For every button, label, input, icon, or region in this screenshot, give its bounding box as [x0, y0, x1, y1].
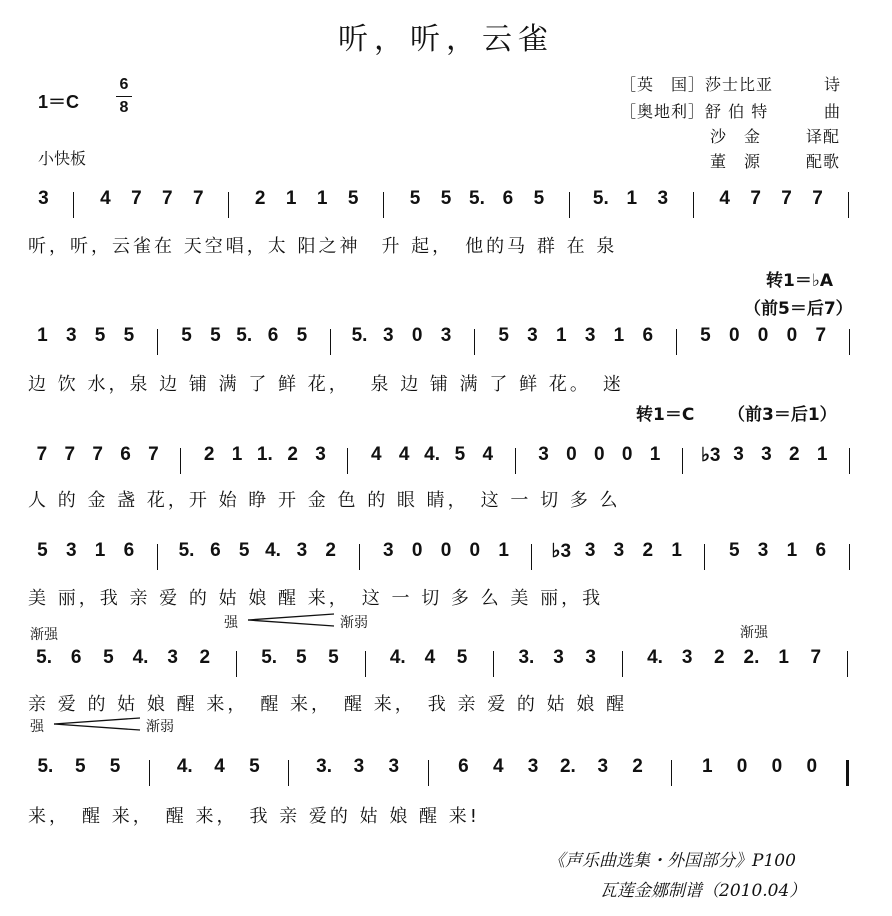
note: 4 — [214, 756, 225, 777]
note: 3 — [597, 756, 609, 777]
note: 5 — [440, 188, 452, 209]
dynamic-cresc-2: 渐强 — [740, 625, 768, 641]
note: 3 — [527, 756, 539, 777]
barline — [704, 544, 705, 570]
time-signature-bottom: 8 — [119, 99, 129, 116]
note: 3 — [296, 540, 308, 561]
note: 3. — [518, 647, 535, 668]
note: 2 — [287, 444, 298, 465]
credit-name: 沙 金 — [710, 127, 762, 146]
note: 3 — [584, 325, 596, 346]
source-citation: 《声乐曲选集・外国部分》P100 — [548, 851, 796, 871]
note: 7 — [815, 325, 827, 346]
note: 2. — [743, 647, 760, 668]
note: 4. — [389, 647, 406, 668]
note: 3 — [613, 540, 625, 561]
note: 5 — [328, 647, 339, 668]
note: 5 — [74, 756, 86, 777]
modulation-2-label: 转1＝C — [636, 405, 695, 425]
note: 0 — [771, 756, 783, 777]
note: 4 — [482, 444, 494, 465]
note: 5 — [94, 325, 106, 346]
note: 5 — [409, 188, 421, 209]
note: 0 — [411, 325, 423, 346]
note: 4. — [647, 647, 663, 668]
note: 3 — [65, 540, 77, 561]
barline — [515, 448, 516, 474]
key-signature: 1＝C — [38, 92, 80, 112]
lyric-line-6: 来， 醒 来， 醒 来， 我 亲 爱的 姑 娘 醒 来! — [28, 806, 480, 827]
lyric-line-1: 听，听，云雀在 天空唱，太 阳之神 升 起， 他的马 群 在 泉 — [28, 236, 618, 257]
note: 3 — [527, 325, 538, 346]
note: 5 — [728, 540, 740, 561]
credit-lyricist — [710, 149, 841, 172]
barline — [288, 760, 289, 786]
barline — [493, 651, 494, 677]
note: 0 — [593, 444, 605, 465]
notation-line-5 — [28, 647, 864, 687]
note: 4 — [492, 756, 504, 777]
note: 1 — [37, 325, 48, 346]
barline — [180, 448, 181, 474]
note: 3 — [440, 325, 452, 346]
note: 4 — [371, 444, 382, 465]
note: 3 — [733, 444, 744, 465]
barline — [228, 192, 229, 218]
credit-origin: ［英 国］ — [620, 75, 706, 94]
note: 1 — [649, 444, 661, 465]
barline — [849, 448, 850, 474]
note: 5 — [296, 325, 308, 346]
note: 5 — [181, 325, 192, 346]
note: 0 — [411, 540, 423, 561]
credit-name: 莎士比亚 — [705, 75, 774, 94]
notation-line-1 — [28, 188, 864, 228]
diminuendo-hairpin-2 — [52, 714, 142, 734]
final-barline — [846, 760, 849, 786]
note: 3. — [316, 756, 332, 777]
credit-name: 舒 伯 特 — [705, 102, 769, 121]
note: 7 — [36, 444, 48, 465]
note: 5. — [469, 188, 485, 209]
note: 1 — [498, 540, 509, 561]
note: 6 — [123, 540, 135, 561]
credit-role: 诗 — [824, 75, 842, 94]
note: 1 — [786, 540, 798, 561]
note: 6 — [502, 188, 514, 209]
note: 3 — [315, 444, 326, 465]
credit-role: 配歌 — [806, 152, 841, 171]
modulation-1-label: 转1＝♭A — [766, 271, 834, 291]
note: 3 — [585, 647, 596, 668]
note: 4 — [100, 188, 111, 209]
barline — [347, 448, 348, 474]
note: 5. — [236, 325, 253, 346]
note: 4 — [398, 444, 410, 465]
dynamic-cresc-1: 渐强 — [30, 627, 58, 643]
note: 2 — [789, 444, 800, 465]
credit-translator — [710, 124, 841, 147]
note: 4. — [265, 540, 281, 561]
note: 3 — [761, 444, 772, 465]
note: 5. — [178, 540, 195, 561]
note: 6 — [458, 756, 469, 777]
maker-credit: 瓦莲金娜制谱（2010.04） — [600, 881, 807, 901]
barline — [73, 192, 74, 218]
barline — [849, 329, 850, 355]
note: 3 — [584, 540, 596, 561]
lyric-line-2: 边 饮 水，泉 边 铺 满 了 鲜 花， 泉 边 铺 满 了 鲜 花。 迷 — [28, 374, 624, 395]
note: 1. — [256, 444, 273, 465]
note: 5 — [249, 756, 260, 777]
barline — [622, 651, 623, 677]
barline — [676, 329, 677, 355]
note: 3 — [383, 325, 394, 346]
note: 3 — [657, 188, 669, 209]
barline — [569, 192, 570, 218]
note: 4. — [176, 756, 193, 777]
modulation-2-detail: （前3＝后1） — [728, 405, 837, 425]
note: 7 — [92, 444, 103, 465]
note: 5 — [238, 540, 250, 561]
lyric-line-4: 美 丽，我 亲 爱 的 姑 娘 醒 来， 这 一 切 多 么 美 丽，我 — [28, 588, 604, 609]
note: 3 — [681, 647, 693, 668]
barline — [849, 544, 850, 570]
note: 2 — [632, 756, 643, 777]
time-signature — [114, 74, 134, 119]
note: 1 — [701, 756, 713, 777]
note: 3 — [65, 325, 77, 346]
credit-role: 曲 — [824, 102, 842, 121]
modulation-1-detail: （前5＝后7） — [744, 299, 853, 319]
note: 4 — [424, 647, 436, 668]
note: 5 — [210, 325, 221, 346]
note: 2 — [325, 540, 336, 561]
note: 5. — [36, 647, 52, 668]
lyric-line-5: 亲 爱 的 姑 娘 醒 来， 醒 来， 醒 来， 我 亲 爱 的 姑 娘 醒 — [28, 694, 628, 715]
note: 5 — [37, 540, 48, 561]
note: 5 — [347, 188, 359, 209]
barline — [847, 651, 848, 677]
lyric-line-3: 人 的 金 盏 花，开 始 睁 开 金 色 的 眼 睛， 这 一 切 多 么 — [28, 490, 621, 511]
note: 5 — [700, 325, 711, 346]
note: 5. — [261, 647, 278, 668]
notation-line-6 — [28, 756, 864, 796]
barline — [149, 760, 150, 786]
note: 4. — [424, 444, 440, 465]
note: 1 — [671, 540, 682, 561]
time-signature-top: 6 — [119, 76, 129, 93]
note: 5 — [533, 188, 545, 209]
note: 5. — [592, 188, 609, 209]
note: 7 — [64, 444, 76, 465]
barline — [848, 192, 849, 218]
note: 1 — [778, 647, 789, 668]
dynamic-strong-2: 强 — [30, 719, 44, 735]
dynamic-strong-1: 强 — [224, 615, 238, 631]
credit-poet — [620, 72, 842, 95]
note: ♭3 — [700, 445, 721, 466]
barline — [682, 448, 683, 474]
diminuendo-hairpin-1 — [246, 610, 336, 630]
note: 7 — [750, 188, 761, 209]
note: 5 — [103, 647, 114, 668]
note: 0 — [566, 444, 577, 465]
notation-line-3 — [28, 444, 864, 484]
note: 1 — [285, 188, 297, 209]
barline — [365, 651, 366, 677]
note: 2 — [199, 647, 211, 668]
note: 3 — [38, 188, 49, 209]
barline — [157, 544, 158, 570]
note: 1 — [626, 188, 638, 209]
note: 3 — [383, 540, 394, 561]
barline — [236, 651, 237, 677]
credit-origin: ［奥地利］ — [620, 102, 706, 121]
note: 3 — [388, 756, 400, 777]
note: 5 — [123, 325, 135, 346]
dynamic-dim-1: 渐弱 — [340, 615, 368, 631]
note: 3 — [757, 540, 769, 561]
note: 2 — [714, 647, 725, 668]
barline — [330, 329, 331, 355]
note: 7 — [162, 188, 173, 209]
note: 0 — [806, 756, 818, 777]
note: 1 — [613, 325, 625, 346]
note: 5 — [109, 756, 121, 777]
note: 3 — [553, 647, 564, 668]
notation-line-2 — [28, 325, 864, 365]
note: 2 — [254, 188, 266, 209]
note: 0 — [621, 444, 633, 465]
note: 2. — [559, 756, 576, 777]
dynamic-dim-2: 渐弱 — [146, 719, 174, 735]
note: 7 — [131, 188, 142, 209]
note: 1 — [94, 540, 106, 561]
note: 0 — [440, 540, 452, 561]
note: 0 — [786, 325, 798, 346]
note: 1 — [556, 325, 567, 346]
note: 5 — [498, 325, 509, 346]
note: 5 — [456, 647, 468, 668]
note: 1 — [316, 188, 328, 209]
note: ♭3 — [551, 541, 572, 562]
note: 0 — [757, 325, 769, 346]
note: 3 — [167, 647, 178, 668]
note: 0 — [736, 756, 748, 777]
note: 7 — [810, 647, 822, 668]
note: 4. — [132, 647, 149, 668]
note: 5 — [296, 647, 307, 668]
note: 5 — [454, 444, 466, 465]
barline — [693, 192, 694, 218]
note: 4 — [719, 188, 730, 209]
barline — [359, 544, 360, 570]
note: 6 — [815, 540, 827, 561]
note: 0 — [728, 325, 740, 346]
note: 6 — [267, 325, 279, 346]
credit-composer — [620, 99, 842, 122]
note: 3 — [538, 444, 549, 465]
note: 6 — [642, 325, 654, 346]
barline — [474, 329, 475, 355]
note: 2 — [203, 444, 215, 465]
credit-name: 董 源 — [710, 152, 762, 171]
note: 6 — [210, 540, 221, 561]
note: 6 — [70, 647, 82, 668]
tempo-marking: 小快板 — [38, 149, 87, 168]
note: 6 — [120, 444, 131, 465]
barline — [428, 760, 429, 786]
note: 7 — [192, 188, 204, 209]
note: 5. — [351, 325, 368, 346]
credit-role: 译配 — [806, 127, 841, 146]
barline — [157, 329, 158, 355]
note: 7 — [812, 188, 823, 209]
note: 2 — [642, 540, 654, 561]
notation-line-4 — [28, 540, 864, 580]
barline — [383, 192, 384, 218]
note: 5. — [37, 756, 54, 777]
note: 7 — [148, 444, 159, 465]
note: 1 — [816, 444, 828, 465]
page-title: 听，听，云雀 — [338, 22, 554, 57]
note: 0 — [469, 540, 481, 561]
note: 1 — [231, 444, 243, 465]
note: 3 — [353, 756, 365, 777]
barline — [531, 544, 532, 570]
note: 7 — [781, 188, 792, 209]
barline — [671, 760, 672, 786]
